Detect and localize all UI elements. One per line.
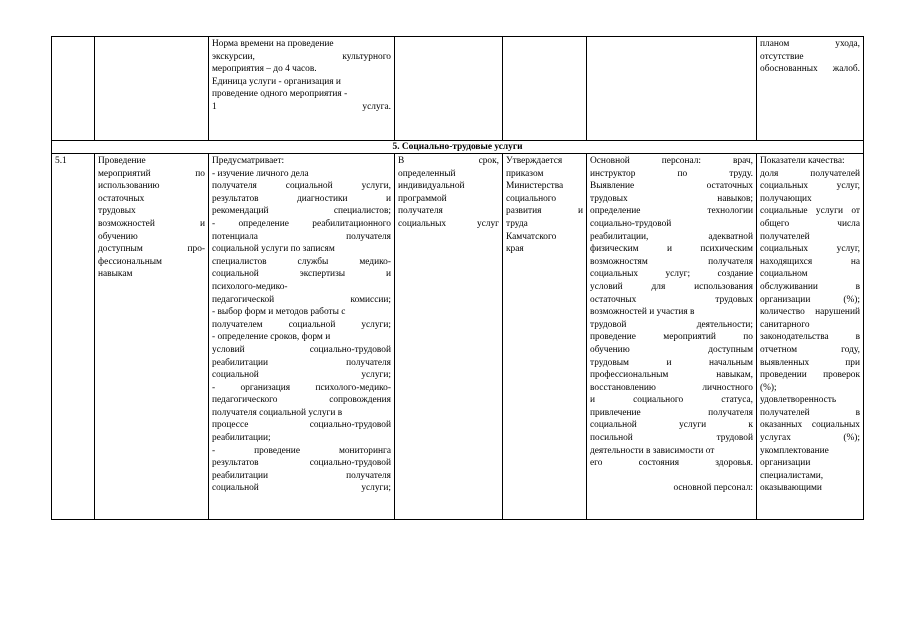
table-row-continuation [52, 37, 864, 141]
cell-service-term [395, 154, 503, 520]
text-line: и социального статуса, [590, 395, 753, 406]
text-line: трудовых [98, 206, 136, 217]
text-line: 1 услуга. [212, 101, 391, 112]
cell-service-conditions [587, 154, 757, 520]
cell-name-empty [95, 37, 209, 141]
text-line: возможностей и [98, 218, 205, 229]
text-line: Единица услуги - организация и [212, 76, 341, 87]
cell-quality-indicators [757, 154, 864, 520]
text-line: специалистов службы медико- [212, 256, 391, 267]
text-line: социальной экспертизы и [212, 269, 391, 280]
text-line: доля получателей [760, 168, 860, 179]
text-line: проведение мероприятий по [590, 332, 753, 343]
text-line: социальном [760, 269, 808, 280]
text-line: социальных услуг; создание [590, 269, 753, 280]
text-line: доступным про- [98, 244, 205, 255]
text-line: результатов диагностики и [212, 193, 391, 204]
text-line: мероприятия – до 4 часов. [212, 64, 317, 75]
text-line: удовлетворенность [760, 395, 837, 406]
text-line: профессиональным навыкам, [590, 370, 753, 381]
text-line: остаточных трудовых [590, 294, 753, 305]
cell-term-empty [395, 37, 503, 141]
text-line: экскурсии, культурного [212, 51, 391, 62]
text-line: навыкам [98, 269, 133, 280]
text-line: (%); [760, 382, 777, 393]
cell-tariff-empty [503, 37, 587, 141]
text-line: возможностям получателя [590, 256, 753, 267]
cell-number-empty [52, 37, 95, 141]
text-line: количество нарушений [760, 307, 860, 318]
text-line: индивидуальной [398, 181, 465, 192]
text-line: организации [760, 458, 811, 469]
text-line: Норма времени на проведение [212, 39, 334, 49]
text-line: проведение одного мероприятия - [212, 89, 348, 100]
text-line: физическим и психическим [590, 244, 753, 255]
text-line: реабилитации, адекватной [590, 231, 753, 242]
text-line: социальной услуги; [212, 370, 391, 381]
text-line: педагогического сопровождения [212, 395, 391, 406]
text-line: рекомендаций специалистов; [212, 206, 391, 217]
text-line: Основной персонал: врач, [590, 156, 753, 166]
text-line: реабилитации получателя [212, 357, 391, 368]
text-line: получающих [760, 193, 812, 204]
cell-service-name [95, 154, 209, 520]
text-line: определение технологии [590, 206, 753, 217]
text-line: реабилитации получателя [212, 470, 391, 481]
services-table [51, 36, 864, 520]
text-line: обучению [98, 231, 138, 242]
text-line: остаточных [98, 193, 145, 204]
cell-service-tariff [503, 154, 587, 520]
text-line: условий для использования [590, 281, 753, 292]
text-line: труда [506, 218, 528, 229]
text-line: Министерства [506, 181, 564, 192]
text-line: - выбор форм и методов работы с [212, 307, 346, 318]
text-line: фессиональным [98, 256, 162, 267]
text-line: обоснованных жалоб. [760, 64, 860, 75]
text-line: мероприятий по [98, 168, 205, 179]
text-line: получателем социальной услуги; [212, 319, 391, 330]
text-line: оказывающими [760, 483, 822, 494]
text-line: - организация психолого-медико- [212, 382, 391, 393]
text-line: посильной трудовой [590, 433, 753, 444]
text-line: реабилитации; [212, 433, 271, 444]
text-line: выявленных при [760, 357, 860, 368]
text-line: психолого-медико- [212, 281, 288, 292]
text-line: развития и [506, 206, 583, 217]
text-line: получателей [760, 231, 810, 242]
text-line: отчетном году, [760, 344, 860, 355]
text-line: укомплектование [760, 445, 829, 456]
text-line: условий социально-трудовой [212, 344, 391, 355]
text-line: его состояния здоровья. [590, 458, 753, 469]
text-line: результатов социально-трудовой [212, 458, 391, 469]
text-line: социальных услуг, [760, 244, 860, 255]
text-line: общего числа [760, 218, 860, 229]
cell-number: 5.1 [52, 154, 95, 520]
text-line: деятельности в зависимости от [590, 445, 715, 456]
text-line: потенциала получателя [212, 231, 391, 242]
text-line: проведении проверок [760, 370, 860, 381]
text-line: привлечение получателя [590, 407, 753, 418]
conditions-text [590, 155, 753, 470]
text-line: трудовой деятельности; [590, 319, 753, 330]
text-line: организации (%); [760, 294, 860, 305]
text-line: получателя социальной услуги, [212, 181, 391, 192]
text-line: - проведение мониторинга [212, 445, 391, 456]
text-line: услугах (%); [760, 433, 860, 444]
text-line: педагогической комиссии; [212, 294, 391, 305]
text-line: социальной услуги по записям [212, 244, 335, 255]
cell-quality-continuation [757, 37, 864, 141]
text-line: социальных услуг [398, 218, 499, 229]
text-line: трудовых навыков; [590, 193, 753, 204]
table-row-5-1 [52, 154, 864, 520]
text-line: законодательства в [760, 332, 860, 343]
text-line: Проведение [98, 156, 146, 166]
text-line: процессе социально-трудовой [212, 420, 391, 431]
text-line: социальной услуги; [212, 483, 391, 494]
text-line: Камчатского [506, 231, 557, 242]
text-line: инструктор по труду. [590, 168, 753, 179]
text-line: специалистами, [760, 470, 824, 481]
text-line: Утверждается [506, 156, 563, 166]
text-line: находящихся на [760, 256, 860, 267]
text-line: - изучение личного дела [212, 168, 309, 179]
text-line: - определение сроков, форм и [212, 332, 331, 343]
text-line: социальной услуги к [590, 420, 753, 431]
section-title: 5. Социально-трудовые услуги [52, 141, 864, 154]
text-line: получателя [398, 206, 443, 217]
text-line: получателей в [760, 407, 860, 418]
text-line: оказанных социальных [760, 420, 860, 431]
text-line: отсутствие [760, 51, 804, 62]
cell-conditions-empty [587, 37, 757, 141]
text-line: Предусматривает: [212, 156, 285, 166]
cell-content-continuation [209, 37, 395, 141]
text-line: обучению доступным [590, 344, 753, 355]
text-line: определенный [398, 168, 456, 179]
conditions-tail: основной персонал: [673, 482, 753, 493]
text-line: Показатели качества: [760, 156, 845, 166]
text-line: санитарного [760, 319, 810, 330]
text-line: социально-трудовой [590, 218, 672, 229]
text-line: обслуживании в [760, 281, 860, 292]
text-line: социальных услуг, [760, 181, 860, 192]
text-line: приказом [506, 168, 544, 179]
text-line: В срок, [398, 156, 499, 166]
text-line: социальные услуги от [760, 206, 860, 217]
text-line: восстановлению личностного [590, 382, 753, 393]
text-line: получателя социальной услуги в [212, 407, 343, 418]
text-line: программой [398, 193, 447, 204]
text-line: трудовым и начальным [590, 357, 753, 368]
text-line: края [506, 244, 524, 255]
text-line: - определение реабилитационного [212, 218, 391, 229]
cell-service-content [209, 154, 395, 520]
text-line: Выявление остаточных [590, 181, 753, 192]
text-line: социального [506, 193, 557, 204]
text-line: планом ухода, [760, 39, 860, 49]
section-header-row [52, 141, 864, 154]
text-line: использованию [98, 181, 160, 192]
text-line: возможностей и участия в [590, 307, 695, 318]
